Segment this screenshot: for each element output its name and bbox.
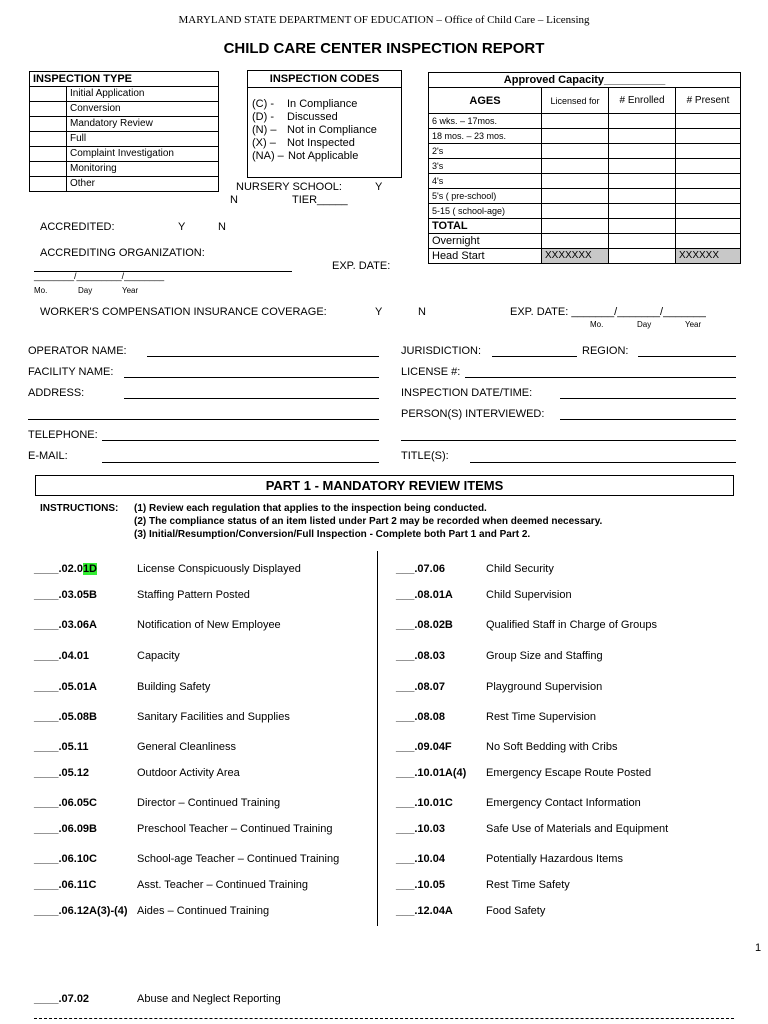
item-label: Asst. Teacher – Continued Training <box>137 879 309 891</box>
item-label: No Soft Bedding with Cribs <box>486 741 618 753</box>
age-row: 5-15 ( school-age) <box>429 204 542 219</box>
licensed-cell[interactable] <box>542 219 609 234</box>
item-label: Aides – Continued Training <box>137 905 270 917</box>
capacity-title: Approved Capacity__________ <box>429 73 741 88</box>
region-field[interactable] <box>638 356 736 357</box>
code-c-label: In Compliance <box>287 98 358 110</box>
instruction-1: (1) Review each regulation that applies to the inspection being conducted. <box>134 503 487 514</box>
item-code[interactable]: ___.08.02B <box>396 619 453 631</box>
present-cell[interactable] <box>676 189 741 204</box>
code-d-label: Discussed <box>287 111 338 123</box>
jurisdiction-field[interactable] <box>492 356 577 357</box>
agency-header: MARYLAND STATE DEPARTMENT OF EDUCATION – Office of Child Care – Licensing <box>178 14 590 26</box>
licensed-header: Licensed for <box>542 88 609 114</box>
titles-field[interactable] <box>470 462 736 463</box>
age-row: 4's <box>429 174 542 189</box>
item-code[interactable]: ____.05.08B <box>34 711 97 723</box>
checkbox-cell[interactable] <box>30 147 67 162</box>
item-code[interactable]: ___.10.04 <box>396 853 445 865</box>
code-n-label: Not in Compliance <box>287 124 377 136</box>
item-code[interactable]: ____.06.11C <box>34 879 97 891</box>
operator-name-field[interactable] <box>147 356 379 357</box>
inspection-date-label: INSPECTION DATE/TIME: <box>401 387 533 399</box>
region-label: REGION: <box>582 345 629 357</box>
present-cell[interactable] <box>676 204 741 219</box>
code-c: (C) - <box>252 98 274 110</box>
licensed-cell[interactable] <box>542 114 609 129</box>
inspection-type-item: Full <box>67 132 219 147</box>
item-label: Qualified Staff in Charge of Groups <box>486 619 658 631</box>
age-row: 6 wks. – 17mos. <box>429 114 542 129</box>
licensed-cell[interactable] <box>542 234 609 249</box>
item-code[interactable]: ___.10.01C <box>396 797 453 809</box>
item-code[interactable]: ____.03.06A <box>34 619 97 631</box>
enrolled-cell[interactable] <box>609 234 676 249</box>
accredited-label: ACCREDITED: <box>40 221 115 233</box>
inspection-type-item: Complaint Investigation <box>67 147 219 162</box>
mo-label: Mo. <box>34 286 48 295</box>
present-cell[interactable] <box>676 129 741 144</box>
workers-comp-exp[interactable]: EXP. DATE: _______/_______/_______ <box>510 306 706 318</box>
enrolled-cell[interactable] <box>609 204 676 219</box>
item-code[interactable]: ___.08.01A <box>396 589 453 601</box>
licensed-cell[interactable] <box>542 159 609 174</box>
item-code[interactable]: ___.10.03 <box>396 823 445 835</box>
age-row: 3's <box>429 159 542 174</box>
checkbox-cell[interactable] <box>30 132 67 147</box>
licensed-cell[interactable] <box>542 129 609 144</box>
item-code[interactable]: ___.07.06 <box>396 563 445 575</box>
instruction-3: (3) Initial/Resumption/Conversion/Full Inspection - Complete both Part 1 and Part 2. <box>134 529 531 540</box>
day-label: Day <box>78 286 93 295</box>
titles-label: TITLE(S): <box>401 450 449 462</box>
enrolled-cell[interactable] <box>609 189 676 204</box>
age-row: 2's <box>429 144 542 159</box>
inspection-type-item: Initial Application <box>67 87 219 102</box>
item-label: Rest Time Safety <box>486 879 570 891</box>
telephone-field[interactable] <box>102 440 379 441</box>
accrediting-org-label: ACCREDITING ORGANIZATION: <box>40 247 205 259</box>
inspection-type-item: Monitoring <box>67 162 219 177</box>
item-label: Outdoor Activity Area <box>137 767 240 779</box>
item-label: Emergency Escape Route Posted <box>486 767 652 779</box>
accrediting-exp-label: EXP. DATE: <box>332 260 391 272</box>
year-label: Year <box>122 286 139 295</box>
head-start-masked-cell: XXXXXXX <box>542 249 609 264</box>
item-code[interactable]: ___.10.05 <box>396 879 445 891</box>
head-start-masked-cell: XXXXXX <box>676 249 741 264</box>
nursery-label: NURSERY SCHOOL: <box>236 181 342 193</box>
total-row: TOTAL <box>429 219 542 234</box>
enrolled-cell[interactable] <box>609 114 676 129</box>
item-label: Child Security <box>486 563 554 575</box>
item-label: Sanitary Facilities and Supplies <box>137 711 290 723</box>
day-label: Day <box>637 320 652 329</box>
item-code[interactable]: ____.05.01A <box>34 681 97 693</box>
instruction-2: (2) The compliance status of an item listed under Part 2 may be recorded when deemed necessary. <box>134 516 603 527</box>
code-na-label: Not Applicable <box>288 150 359 162</box>
checkbox-cell[interactable] <box>30 177 67 192</box>
item-label: General Cleanliness <box>137 741 237 753</box>
item-label: License Conspicuously Displayed <box>137 563 301 575</box>
checkbox-cell[interactable] <box>30 162 67 177</box>
workers-comp-y[interactable]: Y <box>375 306 383 318</box>
code-d: (D) - <box>252 111 274 123</box>
address-label: ADDRESS: <box>28 387 85 399</box>
item-label: Potentially Hazardous Items <box>486 853 623 865</box>
item-label: Playground Supervision <box>486 681 603 693</box>
item-label: Director – Continued Training <box>137 797 281 809</box>
persons-interviewed-label: PERSON(S) INTERVIEWED: <box>401 408 545 420</box>
present-cell[interactable] <box>676 144 741 159</box>
present-cell[interactable] <box>676 234 741 249</box>
telephone-label: TELEPHONE: <box>28 429 98 441</box>
item-code[interactable]: ____.06.12A(3)-(4) <box>34 905 128 917</box>
address-field-1[interactable] <box>124 398 379 399</box>
item-label: Staffing Pattern Posted <box>137 589 250 601</box>
license-label: LICENSE #: <box>401 366 461 378</box>
email-label: E-MAIL: <box>28 450 68 462</box>
item-label: Emergency Contact Information <box>486 797 641 809</box>
item-code[interactable]: ____.06.10C <box>34 853 97 865</box>
age-row: 18 mos. – 23 mos. <box>429 129 542 144</box>
item-code[interactable]: ____.06.09B <box>34 823 97 835</box>
age-row: 5's ( pre-school) <box>429 189 542 204</box>
capacity-table <box>428 72 741 264</box>
licensed-cell[interactable] <box>542 189 609 204</box>
workers-comp-label: WORKER'S COMPENSATION INSURANCE COVERAGE: <box>40 306 327 318</box>
footer-line <box>34 1018 734 1019</box>
licensed-cell[interactable] <box>542 144 609 159</box>
enrolled-cell[interactable] <box>609 159 676 174</box>
address-field-2[interactable] <box>28 419 379 420</box>
column-divider <box>377 551 378 926</box>
item-label: Capacity <box>137 650 180 662</box>
inspection-type-item: Mandatory Review <box>67 117 219 132</box>
enrolled-cell[interactable] <box>609 129 676 144</box>
item-code[interactable]: ___.08.07 <box>396 681 445 693</box>
enrolled-cell[interactable] <box>609 219 676 234</box>
report-title: CHILD CARE CENTER INSPECTION REPORT <box>223 40 545 57</box>
page-number: 1 <box>755 942 762 954</box>
item-code[interactable]: ___.09.04F <box>396 741 452 753</box>
inspection-type-title: INSPECTION TYPE <box>30 72 219 87</box>
item-label: Safe Use of Materials and Equipment <box>486 823 669 835</box>
item-code[interactable]: ____.02.01D <box>34 563 97 575</box>
item-label: Group Size and Staffing <box>486 650 603 662</box>
item-code[interactable]: ___.10.01A(4) <box>396 767 467 779</box>
checkbox-cell[interactable] <box>30 102 67 117</box>
jurisdiction-label: JURISDICTION: <box>401 345 482 357</box>
inspection-type-table <box>29 71 219 192</box>
item-label: Abuse and Neglect Reporting <box>137 993 281 1005</box>
item-label: Notification of New Employee <box>137 619 281 631</box>
item-label: Food Safety <box>486 905 546 917</box>
code-x-label: Not Inspected <box>287 137 355 149</box>
licensed-cell[interactable] <box>542 174 609 189</box>
nursery-n[interactable]: N <box>230 194 238 206</box>
item-code[interactable]: ____.07.02 <box>34 993 90 1005</box>
facility-name-label: FACILITY NAME: <box>28 366 114 378</box>
present-cell[interactable] <box>676 174 741 189</box>
ages-header: AGES <box>429 88 542 114</box>
accredited-n[interactable]: N <box>218 221 226 233</box>
persons-interviewed-field-2[interactable] <box>401 440 736 441</box>
enrolled-cell[interactable] <box>609 174 676 189</box>
present-header: # Present <box>676 88 741 114</box>
enrolled-cell[interactable] <box>609 249 676 264</box>
instructions-label: INSTRUCTIONS: <box>40 503 119 514</box>
code-n: (N) – <box>252 124 277 136</box>
checkbox-cell[interactable] <box>30 87 67 102</box>
email-field[interactable] <box>102 462 379 463</box>
operator-name-label: OPERATOR NAME: <box>28 345 127 357</box>
license-field[interactable] <box>465 377 736 378</box>
accredited-y[interactable]: Y <box>178 221 186 233</box>
item-code[interactable]: ___.08.08 <box>396 711 445 723</box>
item-code[interactable]: ____.03.05B <box>34 589 97 601</box>
item-code[interactable]: ____.05.11 <box>34 741 89 753</box>
inspection-type-item: Conversion <box>67 102 219 117</box>
code-na: (NA) – <box>252 150 284 162</box>
present-cell[interactable] <box>676 159 741 174</box>
accrediting-date-blank[interactable]: ________/_________/________ <box>34 271 165 281</box>
licensed-cell[interactable] <box>542 204 609 219</box>
checkbox-cell[interactable] <box>30 117 67 132</box>
present-cell[interactable] <box>676 114 741 129</box>
nursery-y[interactable]: Y <box>375 181 383 193</box>
part1-title: PART 1 - MANDATORY REVIEW ITEMS <box>35 475 734 496</box>
head-start-row: Head Start <box>429 249 542 264</box>
workers-comp-n[interactable]: N <box>418 306 426 318</box>
facility-name-field[interactable] <box>124 377 379 378</box>
code-x: (X) – <box>252 137 276 149</box>
persons-interviewed-field[interactable] <box>560 419 736 420</box>
year-label: Year <box>685 320 702 329</box>
overnight-row: Overnight <box>429 234 542 249</box>
item-code[interactable]: ____.05.12 <box>34 767 90 779</box>
item-label: Rest Time Supervision <box>486 711 597 723</box>
enrolled-header: # Enrolled <box>609 88 676 114</box>
mo-label: Mo. <box>590 320 604 329</box>
item-label: Building Safety <box>137 681 211 693</box>
item-label: Child Supervision <box>486 589 572 601</box>
item-label: School-age Teacher – Continued Training <box>137 853 340 865</box>
inspection-codes-title: INSPECTION CODES <box>248 71 401 88</box>
present-cell[interactable] <box>676 219 741 234</box>
inspection-date-field[interactable] <box>560 398 736 399</box>
item-code[interactable]: ____.06.05C <box>34 797 97 809</box>
tier-field[interactable]: TIER_____ <box>292 194 348 206</box>
inspection-type-item: Other <box>67 177 219 192</box>
item-code[interactable]: ____.04.01 <box>34 650 90 662</box>
item-label: Preschool Teacher – Continued Training <box>137 823 333 835</box>
enrolled-cell[interactable] <box>609 144 676 159</box>
item-code[interactable]: ___.08.03 <box>396 650 445 662</box>
item-code[interactable]: ___.12.04A <box>396 905 453 917</box>
